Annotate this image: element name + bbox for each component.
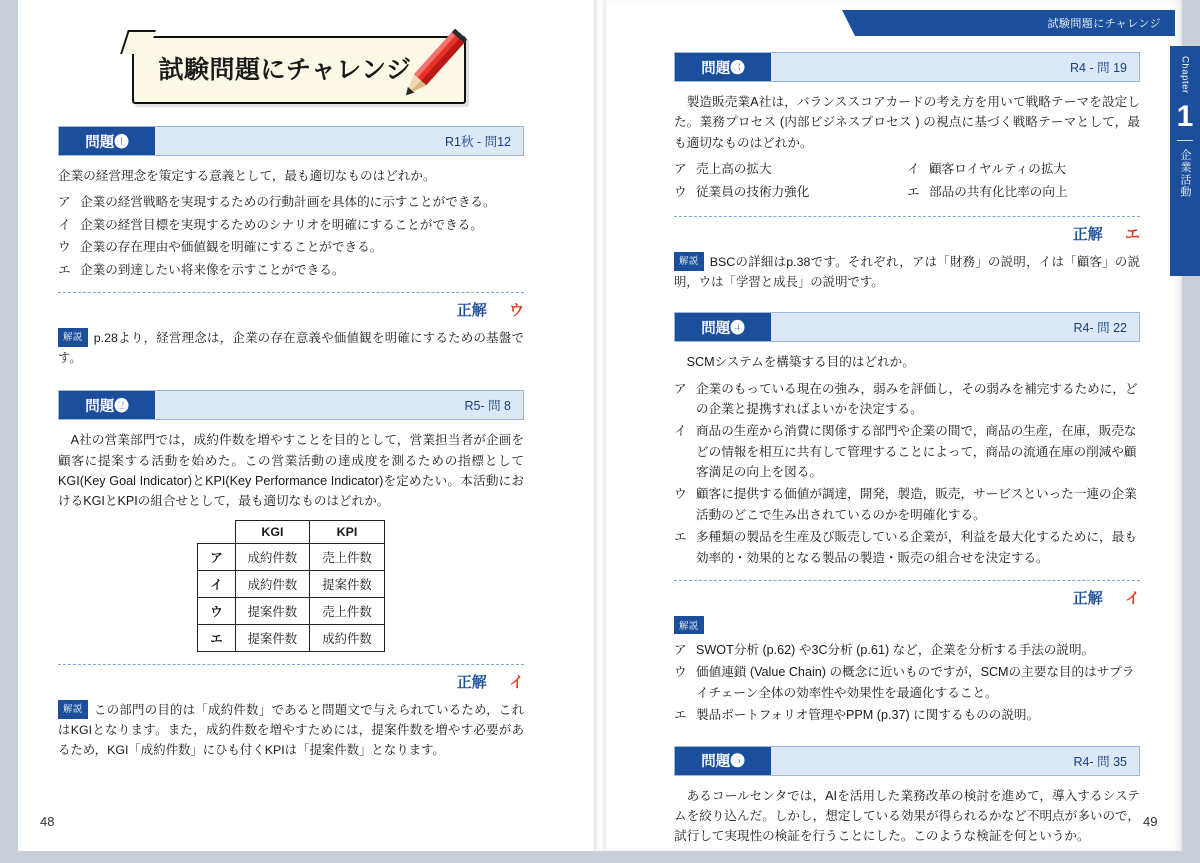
choice-item: [907, 159, 1140, 179]
row-kpi: 売上件数: [310, 543, 385, 570]
choice-mark: エ: [907, 184, 920, 199]
question-5: [674, 746, 1140, 847]
right-column: [674, 52, 1140, 863]
question-2-source: R5- 問 8: [464, 399, 511, 414]
question-3-label: 問題❸: [675, 53, 771, 81]
question-4-header: [674, 312, 1140, 342]
question-5-header: [674, 746, 1140, 776]
answer-label: 正解: [456, 301, 487, 319]
choice-mark: イ: [674, 424, 687, 439]
choice-text: 企業のもっている現在の強み，弱みを評価し，その弱みを補完するために，どの企業と提携すればよいかを決定する。: [696, 381, 1138, 416]
explanation-tag: 解説: [58, 328, 88, 347]
choice-text: 顧客に提供する価値が調達，開発，製造，販売，サービスといった一連の企業活動のどこで生み出されているのかを明確化する。: [696, 487, 1137, 522]
divider: [58, 292, 524, 293]
question-3: [674, 52, 1140, 292]
choice-mark: ウ: [674, 487, 687, 502]
page-title-part2: にチャレンジ: [260, 56, 412, 84]
choice-item: [674, 484, 1140, 525]
question-4-choices: [674, 379, 1140, 569]
choice-mark: ウ: [674, 184, 687, 199]
choice-mark: ア: [674, 381, 687, 396]
explanation-text: SWOT分析 (p.62) や3C分析 (p.61) など，企業を分析する手法の説明。: [696, 643, 1095, 658]
explanation-tag: 解説: [674, 252, 704, 271]
choice-item: [58, 237, 524, 257]
choice-item: [674, 379, 1140, 420]
choice-mark: エ: [58, 262, 71, 277]
question-3-answer: [674, 223, 1140, 244]
choice-mark: エ: [674, 530, 687, 545]
left-column: [58, 126, 524, 776]
chapter-name: 企業活動: [1179, 148, 1191, 199]
choice-mark: ア: [58, 195, 71, 210]
answer-value: イ: [1124, 590, 1140, 608]
choice-mark: イ: [58, 217, 71, 232]
question-4-explanation-tag: [674, 616, 1140, 636]
explanation-item: [674, 705, 1140, 725]
row-kpi: 成約件数: [310, 624, 385, 651]
question-1-explanation: [58, 328, 524, 368]
table-row: [198, 570, 385, 597]
question-1-stem: 企業の経営理念を策定する意義として，最も適切なものはどれか。: [58, 169, 436, 183]
row-kgi: 成約件数: [235, 543, 310, 570]
table-row: [198, 543, 385, 570]
folio-right: 49: [1143, 814, 1158, 829]
divider: [674, 216, 1140, 217]
question-3-header: [674, 52, 1140, 82]
question-2-answer: [58, 671, 524, 692]
question-5-label: 問題❺: [675, 747, 771, 775]
question-4-label: 問題❹: [675, 313, 771, 341]
choice-mark: ア: [674, 162, 687, 177]
kgi-kpi-table: [197, 520, 385, 652]
question-2-header: [58, 390, 524, 420]
answer-label: 正解: [1072, 590, 1103, 608]
chapter-divider: [1177, 140, 1193, 141]
question-2-explanation: [58, 700, 524, 760]
table-col-kpi: KPI: [310, 520, 385, 543]
table-row: [198, 624, 385, 651]
row-mark: エ: [198, 624, 235, 651]
row-kpi: 提案件数: [310, 570, 385, 597]
question-4: [674, 312, 1140, 725]
choice-item: [58, 192, 524, 212]
chapter-word: Chapter: [1179, 56, 1191, 94]
choice-item: [674, 527, 1140, 568]
running-header: [855, 10, 1175, 36]
question-5-stem: あるコールセンタでは，AIを活用した業務改革の検討を進めて，導入するシステムを絞り込んだ。しかし，想定している効果が得られるかなど不明点が多いので，試行して実現性の検証を行うことにした。このような検証を何というか。: [674, 788, 1140, 844]
choice-item: [674, 421, 1140, 482]
question-3-stem: 製造販売業A社は，バランススコアカードの考え方を用いて戦略テーマを設定した。業務プロセス (内部ビジネスプロセス ) の視点に基づく戦略テーマとして，最も適切なものはどれか。: [674, 95, 1140, 150]
question-1-source: R1秋 - 問12: [445, 135, 511, 149]
choice-item: [58, 260, 524, 280]
question-2-stem: A社の営業部門では，成約件数を増やすことを目的として，営業担当者が企画を顧客に提案する活動を始めた。この営業活動の達成度を測るための指標としてKGI(Key Goal Indicator)とKPI(Key Performance Indicator)を定めたい。本活動におけるKGIとKPIの組合せとして，最も適切なものはどれか。: [58, 433, 524, 509]
choice-text: 従業員の技術力強化: [696, 184, 810, 199]
table-header-row: [198, 520, 385, 543]
choice-item: [674, 182, 907, 202]
explanation-text: p.28より，経営理念は，企業の存在意義や価値観を明確にするための基盤です。: [58, 330, 524, 366]
choice-mark: ウ: [58, 240, 71, 255]
choice-text: 企業の経営戦略を実現するための行動計画を具体的に示すことができる。: [80, 195, 496, 210]
question-3-choices: [674, 159, 1140, 204]
question-2-label: 問題❷: [59, 391, 155, 419]
answer-value: エ: [1124, 225, 1140, 243]
answer-value: イ: [508, 673, 524, 691]
choice-text: 売上高の拡大: [696, 162, 772, 177]
chapter-side-tab: [1170, 46, 1200, 276]
choice-mark: イ: [907, 162, 920, 177]
row-kpi: 売上件数: [310, 597, 385, 624]
table-row: [198, 597, 385, 624]
choice-item: [674, 159, 907, 179]
row-kgi: 成約件数: [235, 570, 310, 597]
row-kgi: 提案件数: [235, 624, 310, 651]
question-4-stem: SCMシステムを構築する目的はどれか。: [686, 355, 915, 370]
explanation-mark: ウ: [674, 665, 687, 680]
page-gutter: [594, 0, 606, 851]
table-col-blank: [198, 520, 235, 543]
question-1-answer: [58, 299, 524, 320]
question-1-choices: [58, 192, 524, 280]
divider: [58, 664, 524, 665]
question-1-header: [58, 126, 524, 156]
choice-text: 企業の存在理由や価値観を明確にすることができる。: [80, 240, 383, 255]
row-mark: イ: [198, 570, 235, 597]
answer-value: ウ: [508, 301, 524, 319]
section-title-banner: [120, 36, 472, 106]
question-1-label: 問題❶: [59, 127, 155, 155]
explanation-text: この部門の目的は「成約件数」であると問題文で与えられているため，これはKGIとなります。また，成約件数を増やすためには，提案件数を増やす必要があるため，KGI「成約件数」にひも付くKPIは「提案件数」となります。: [58, 702, 524, 757]
choice-text: 多種類の製品を生産及び販売している企業が，利益を最大化するために，最も効率的・効果的となる製品の製造・販売の組合せを決定する。: [696, 530, 1137, 565]
explanation-item: [674, 640, 1140, 660]
row-kgi: 提案件数: [235, 597, 310, 624]
chapter-number: 1: [1176, 99, 1194, 133]
answer-label: 正解: [456, 673, 487, 691]
question-5-source: R4- 問 35: [1073, 754, 1127, 769]
explanation-text: BSCの詳細はp.38です。それぞれ，アは「財務」の説明，イは「顧客」の説明，ウは「学習と成長」の説明です。: [674, 254, 1140, 290]
question-4-answer: [674, 587, 1140, 608]
explanation-mark: エ: [674, 708, 687, 723]
question-4-explanation-list: [674, 640, 1140, 726]
choice-text: 商品の生産から消費に関係する部門や企業の間で，商品の生産，在庫，販売などの情報を相互に共有して管理することによって，商品の流通在庫の削減や顧客満足の向上を図る。: [696, 424, 1137, 480]
question-4-source: R4- 問 22: [1073, 321, 1127, 336]
explanation-text: 価値連鎖 (Value Chain) の概念に近いものですが，SCMの主要な目的はサプライチェーン全体の効率性や効果性を最適化すること。: [696, 665, 1135, 700]
question-1: [58, 126, 524, 368]
choice-item: [907, 182, 1140, 202]
page-title-part1: 試験問題: [158, 56, 261, 84]
folio-left: 48: [40, 814, 55, 829]
choice-text: 顧客ロイヤルティの拡大: [929, 162, 1067, 177]
question-3-source: R4 - 問 19: [1070, 61, 1127, 75]
running-header-label: 試験問題にチャレンジ: [1047, 18, 1161, 30]
divider: [674, 580, 1140, 581]
question-3-explanation: [674, 252, 1140, 292]
explanation-item: [674, 662, 1140, 703]
table-col-kgi: KGI: [235, 520, 310, 543]
row-mark: ウ: [198, 597, 235, 624]
choice-text: 部品の共有化比率の向上: [929, 184, 1068, 199]
choice-item: [58, 215, 524, 235]
choice-text: 企業の到達したい将来像を示すことができる。: [80, 262, 345, 277]
explanation-mark: ア: [674, 643, 687, 658]
explanation-text: 製品ポートフォリオ管理やPPM (p.37) に関するものの説明。: [696, 708, 1040, 723]
explanation-tag: 解説: [674, 616, 704, 634]
choice-text: 企業の経営目標を実現するためのシナリオを明確にすることができる。: [80, 217, 483, 232]
answer-label: 正解: [1072, 225, 1103, 243]
row-mark: ア: [198, 543, 235, 570]
question-2: [58, 390, 524, 760]
pencil-icon: [382, 20, 478, 116]
explanation-tag: 解説: [58, 700, 88, 719]
